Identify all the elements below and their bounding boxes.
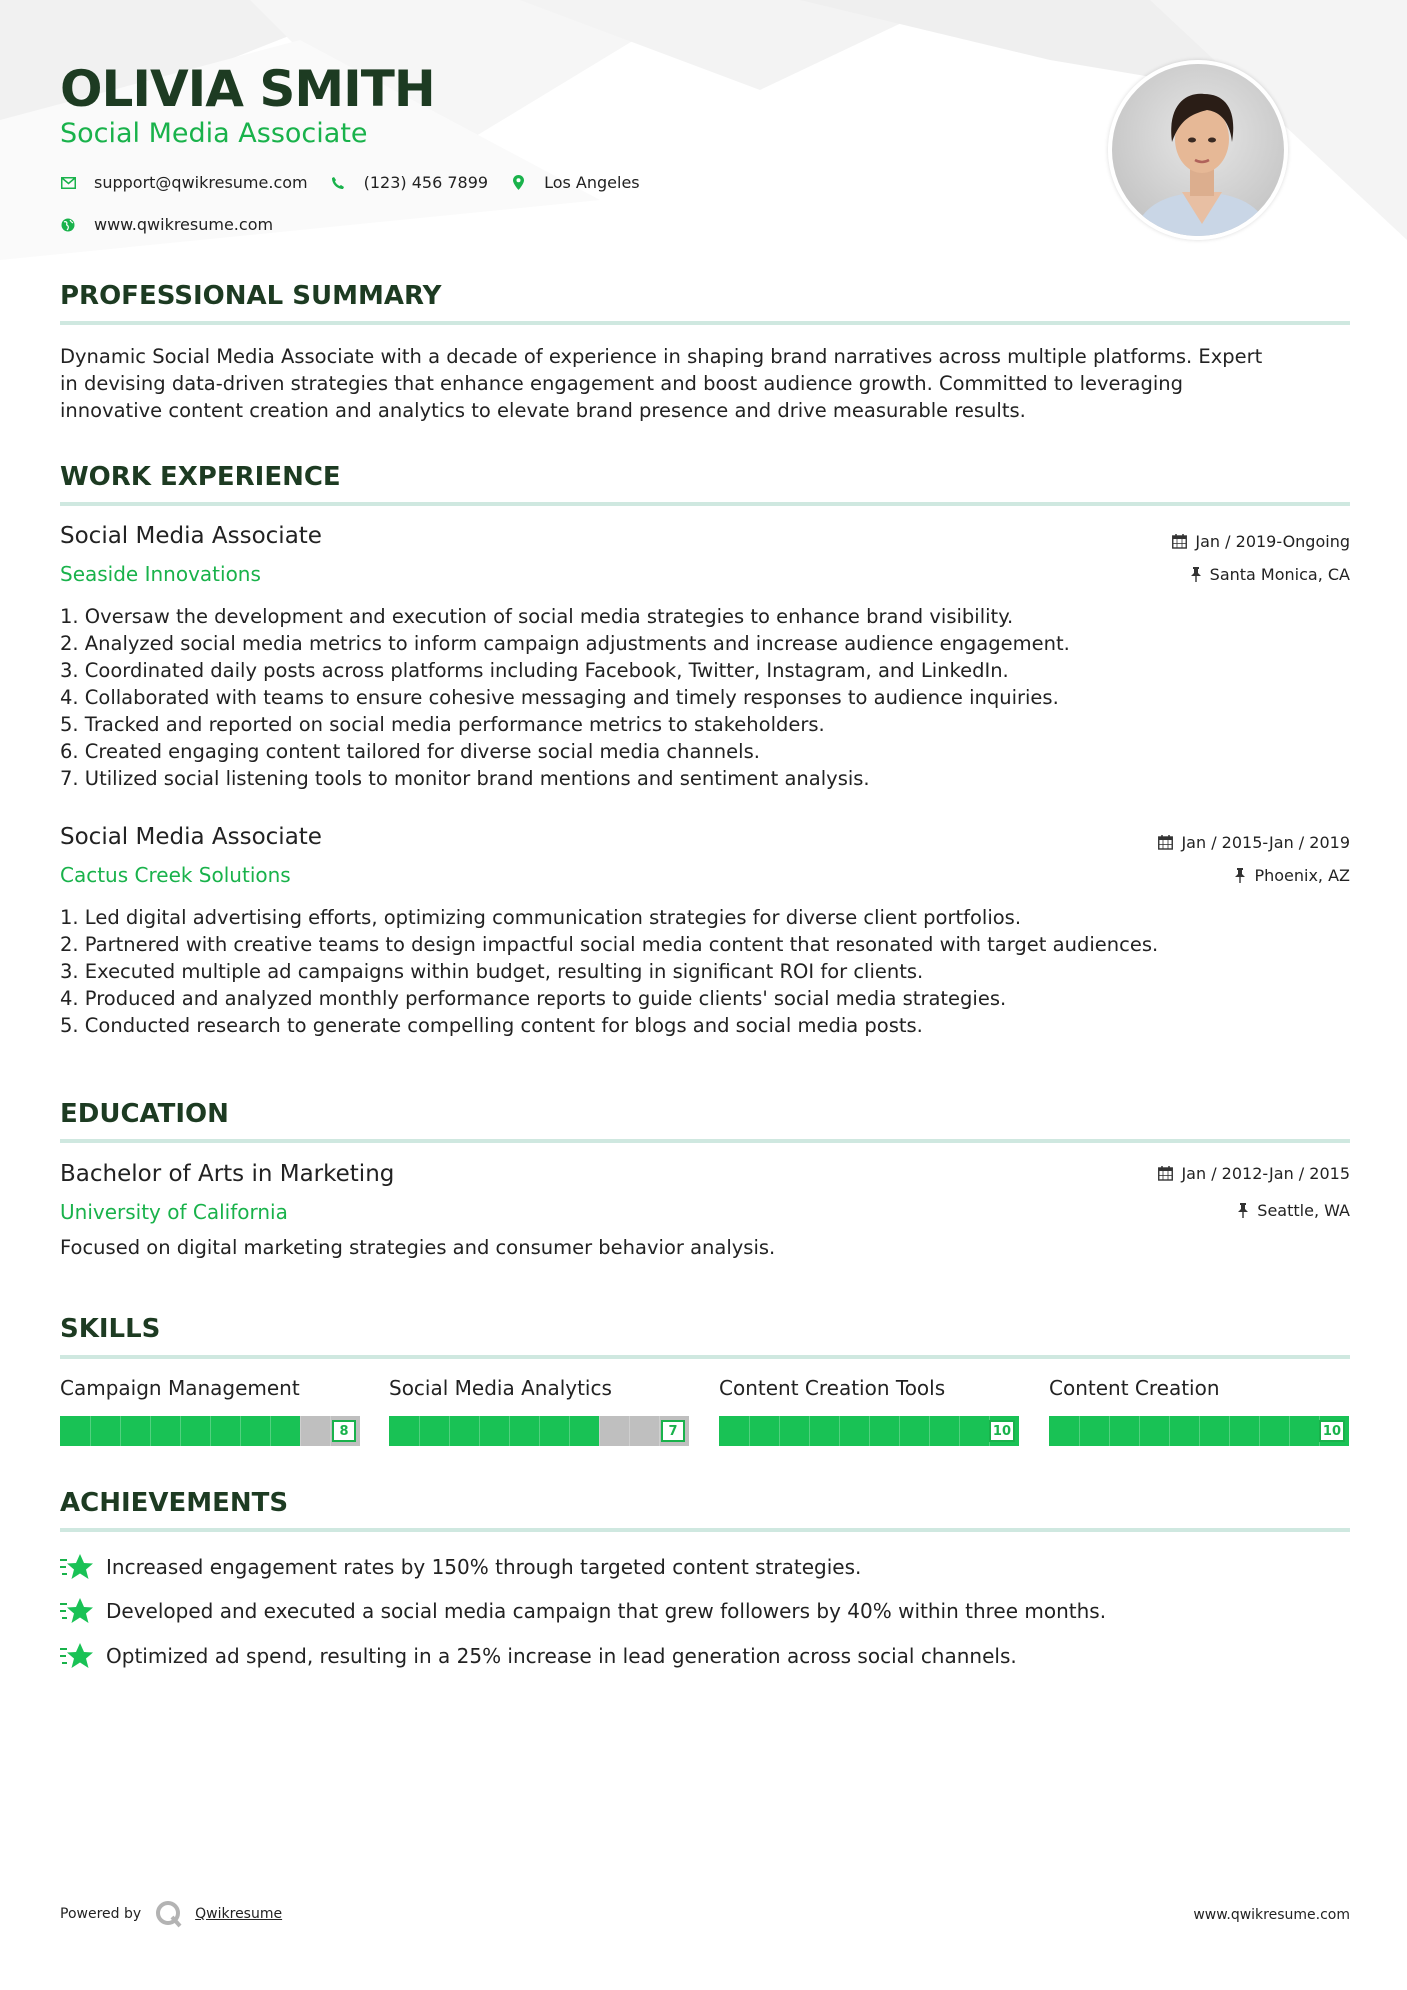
envelope-icon [60, 175, 76, 191]
pushpin-icon [1190, 567, 1202, 582]
pushpin-icon [1237, 1203, 1249, 1218]
skill-bar-fill [389, 1416, 599, 1446]
skill-bar-segment [749, 1416, 750, 1446]
skill-bar-segment [659, 1416, 660, 1446]
candidate-name: OLIVIA SMITH [60, 60, 435, 118]
achievements-divider [60, 1528, 1350, 1532]
skill-level: 10 [989, 1420, 1015, 1442]
skill-bar-segment [270, 1416, 271, 1446]
skill-bar-segment [629, 1416, 630, 1446]
job-company: Seaside Innovations [60, 562, 261, 586]
skill-item [1049, 1376, 1349, 1446]
contact-phone[interactable] [330, 173, 488, 192]
skill-level: 7 [661, 1420, 685, 1442]
job-title: Social Media Associate [60, 523, 322, 549]
achievement-text: Increased engagement rates by 150% through targeted content strategies. [106, 1555, 862, 1579]
contact-website[interactable] [60, 215, 273, 234]
phone-text: (123) 456 7899 [363, 173, 489, 192]
skill-bar-segment [240, 1416, 241, 1446]
summary-text [60, 343, 1350, 424]
achievement-item [60, 1596, 1106, 1626]
list-item: 4. Collaborated with teams to ensure cohesive messaging and timely responses to audience inquiries. [60, 686, 1059, 709]
skill-name: Campaign Management [60, 1376, 300, 1400]
summary-divider [60, 321, 1350, 325]
skill-bar-segment [449, 1416, 450, 1446]
education-location [1237, 1201, 1350, 1220]
skill-item [60, 1376, 360, 1446]
footer-powered-by [60, 1900, 282, 1928]
job-location [1190, 565, 1350, 584]
skill-item [719, 1376, 1019, 1446]
list-item: 5. Tracked and reported on social media performance metrics to stakeholders. [60, 713, 825, 736]
globe-icon [60, 217, 76, 233]
job-bullets [60, 603, 1350, 792]
skill-bar-segment [419, 1416, 420, 1446]
calendar-icon [1158, 835, 1173, 850]
calendar-icon [1172, 534, 1187, 549]
summary-line: Dynamic Social Media Associate with a decade of experience in shaping brand narratives across multiple platforms. Expert [60, 345, 1263, 368]
list-item: 5. Conducted research to generate compelling content for blogs and social media posts. [60, 1014, 923, 1037]
achievement-item [60, 1641, 1017, 1671]
skill-bar-segment [869, 1416, 870, 1446]
qwikresume-logo-icon [155, 1900, 183, 1928]
list-item: 2. Partnered with creative teams to design impactful social media content that resonated with target audiences. [60, 933, 1159, 956]
skill-bar-segment [1229, 1416, 1230, 1446]
map-pin-icon [510, 175, 526, 191]
education-heading: EDUCATION [60, 1099, 229, 1129]
job-location [1234, 866, 1350, 885]
skill-bar-segment [1199, 1416, 1200, 1446]
achievement-item [60, 1552, 861, 1582]
skill-bar [1049, 1416, 1349, 1446]
skill-bar-segment [120, 1416, 121, 1446]
contact-email[interactable] [60, 173, 308, 192]
skill-bar-segment [569, 1416, 570, 1446]
education-dates-text: Jan / 2012-Jan / 2015 [1181, 1164, 1350, 1183]
skill-bar-segment [539, 1416, 540, 1446]
job-dates-text: Jan / 2019-Ongoing [1195, 532, 1350, 551]
contact-row [60, 173, 662, 192]
skill-bar-segment [330, 1416, 331, 1446]
skill-bar-segment [779, 1416, 780, 1446]
pushpin-icon [1234, 868, 1246, 883]
powered-by-text: Powered by [60, 1906, 142, 1922]
list-item: 6. Created engaging content tailored for diverse social media channels. [60, 740, 760, 763]
skill-item [389, 1376, 689, 1446]
list-item: 3. Executed multiple ad campaigns within budget, resulting in significant ROI for clients. [60, 960, 924, 983]
location-text: Los Angeles [544, 173, 640, 192]
job-dates [1158, 833, 1350, 852]
skill-bar-segment [899, 1416, 900, 1446]
skill-bar-segment [599, 1416, 600, 1446]
skill-name: Social Media Analytics [389, 1376, 612, 1400]
skill-bar-segment [839, 1416, 840, 1446]
skill-bar-segment [1169, 1416, 1170, 1446]
education-description: Focused on digital marketing strategies and consumer behavior analysis. [60, 1236, 776, 1259]
footer-website[interactable]: www.qwikresume.com [1193, 1907, 1350, 1923]
summary-heading: PROFESSIONAL SUMMARY [60, 281, 442, 311]
list-item: 1. Led digital advertising efforts, optimizing communication strategies for diverse client portfolios. [60, 906, 1022, 929]
skills-heading: SKILLS [60, 1314, 161, 1344]
job-company: Cactus Creek Solutions [60, 863, 291, 887]
experience-heading: WORK EXPERIENCE [60, 462, 341, 492]
skill-bar-segment [150, 1416, 151, 1446]
contact-location [510, 173, 640, 192]
summary-line: in devising data-driven strategies that enhance engagement and boost audience growth. Committed to leveraging [60, 372, 1184, 395]
skill-bar-segment [1139, 1416, 1140, 1446]
skill-bar-segment [809, 1416, 810, 1446]
education-dates [1158, 1164, 1350, 1183]
qwikresume-link[interactable]: Qwikresume [195, 1906, 283, 1922]
education-divider [60, 1139, 1350, 1143]
achievement-text: Optimized ad spend, resulting in a 25% increase in lead generation across social channels. [106, 1644, 1017, 1668]
achievements-heading: ACHIEVEMENTS [60, 1488, 289, 1518]
skill-bar-segment [1079, 1416, 1080, 1446]
experience-divider [60, 502, 1350, 506]
skill-name: Content Creation [1049, 1376, 1220, 1400]
skills-divider [60, 1355, 1350, 1359]
star-list-icon [60, 1641, 94, 1671]
skill-bar-segment [300, 1416, 301, 1446]
list-item: 7. Utilized social listening tools to monitor brand mentions and sentiment analysis. [60, 767, 870, 790]
skill-bar-segment [479, 1416, 480, 1446]
job-dates-text: Jan / 2015-Jan / 2019 [1181, 833, 1350, 852]
achievement-text: Developed and executed a social media campaign that grew followers by 40% within three months. [106, 1599, 1107, 1623]
list-item: 2. Analyzed social media metrics to inform campaign adjustments and increase audience engagement. [60, 632, 1070, 655]
school-name: University of California [60, 1200, 288, 1224]
job-title: Social Media Associate [60, 824, 322, 850]
skill-level: 10 [1319, 1420, 1345, 1442]
skill-bar-segment [1259, 1416, 1260, 1446]
job-dates [1172, 532, 1350, 551]
skill-bar-segment [180, 1416, 181, 1446]
job-location-text: Phoenix, AZ [1254, 866, 1350, 885]
contact-row-website [60, 215, 295, 234]
education-location-text: Seattle, WA [1257, 1201, 1350, 1220]
list-item: 1. Oversaw the development and execution of social media strategies to enhance brand visibility. [60, 605, 1014, 628]
skill-bar-segment [210, 1416, 211, 1446]
candidate-title: Social Media Associate [60, 118, 368, 149]
star-list-icon [60, 1596, 94, 1626]
star-list-icon [60, 1552, 94, 1582]
summary-line: innovative content creation and analytics to elevate brand presence and drive measurable results. [60, 399, 1026, 422]
email-text: support@qwikresume.com [94, 173, 308, 192]
skill-bar-segment [1289, 1416, 1290, 1446]
skill-bar [389, 1416, 689, 1446]
job-bullets [60, 904, 1350, 1039]
skill-bar [719, 1416, 1019, 1446]
skill-bar-segment [959, 1416, 960, 1446]
profile-photo [1108, 60, 1288, 240]
calendar-icon [1158, 1166, 1173, 1181]
list-item: 4. Produced and analyzed monthly performance reports to guide clients' social media strategies. [60, 987, 1007, 1010]
list-item: 3. Coordinated daily posts across platforms including Facebook, Twitter, Instagram, and LinkedIn. [60, 659, 1009, 682]
skill-bar-segment [929, 1416, 930, 1446]
skill-bar-segment [90, 1416, 91, 1446]
job-location-text: Santa Monica, CA [1209, 565, 1350, 584]
website-text: www.qwikresume.com [94, 215, 274, 234]
skill-bar [60, 1416, 360, 1446]
skill-level: 8 [332, 1420, 356, 1442]
degree-title: Bachelor of Arts in Marketing [60, 1161, 395, 1187]
skill-name: Content Creation Tools [719, 1376, 946, 1400]
skill-bar-segment [509, 1416, 510, 1446]
phone-icon [330, 175, 346, 191]
skill-bar-segment [1109, 1416, 1110, 1446]
